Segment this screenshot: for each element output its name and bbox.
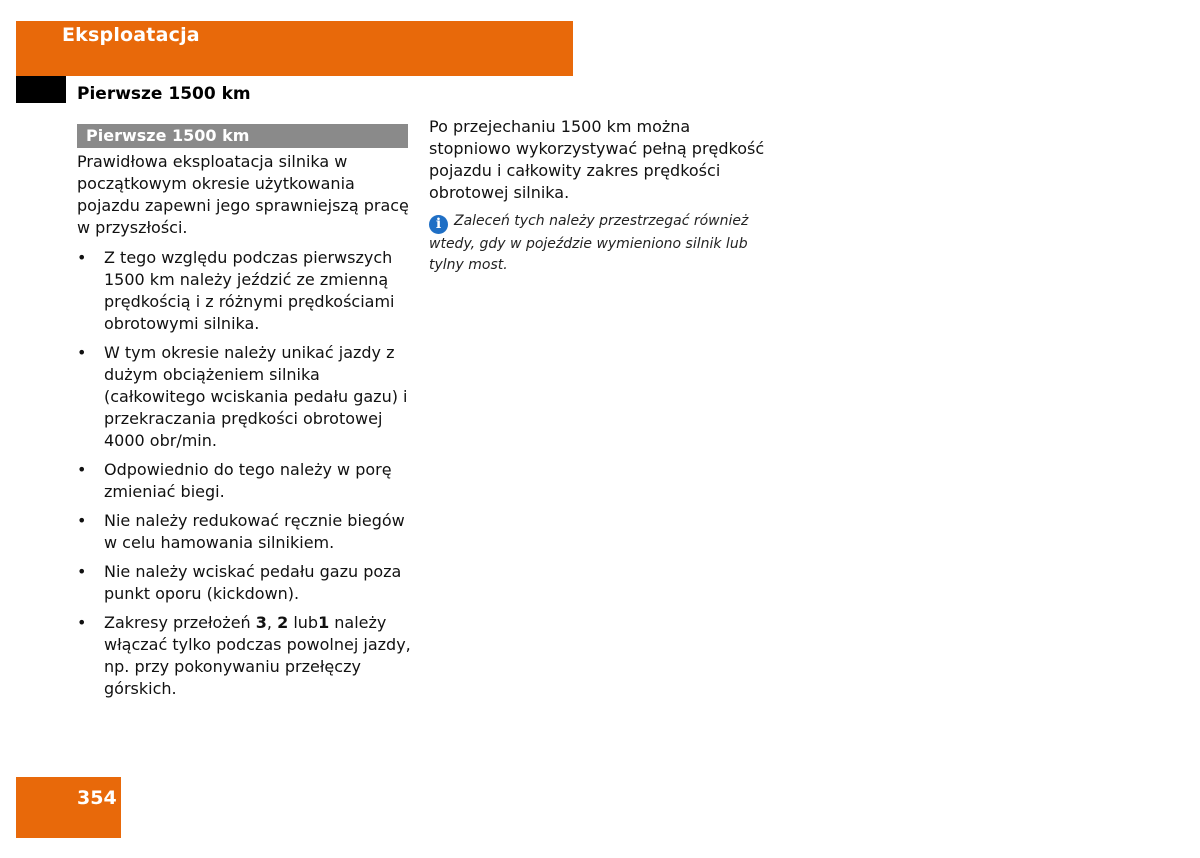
bullet-icon: • xyxy=(77,343,87,362)
list-item-text: Odpowiednio do tego należy w porę zmieniać biegi. xyxy=(104,460,392,501)
list-item-text: Nie należy wciskać pedału gazu poza punkt oporu (kickdown). xyxy=(104,562,402,603)
list-item-text: Nie należy redukować ręcznie biegów w celu hamowania silnikiem. xyxy=(104,511,405,552)
gear-number: 1 xyxy=(318,613,330,632)
bullet-icon: • xyxy=(77,613,87,632)
intro-paragraph: Prawidłowa eksploatacja silnika w początkowym okresie użytkowania pojazdu zapewni jego sprawniejszą pracę w przyszłości. xyxy=(77,152,409,237)
list-item xyxy=(77,561,411,605)
text-fragment: Zakresy przełożeń xyxy=(104,613,256,632)
text-fragment: , xyxy=(266,613,278,632)
gear-number: 2 xyxy=(277,613,289,632)
list-item-text: Z tego względu podczas pierwszych 1500 km należy jeździć ze zmienną prędkością i z różnymi prędkościami obrotowymi silnika. xyxy=(104,248,395,333)
bullet-list xyxy=(77,247,411,700)
bullet-icon: • xyxy=(77,460,87,479)
info-note xyxy=(429,211,769,276)
bullet-icon: • xyxy=(77,511,87,530)
list-item xyxy=(77,459,411,503)
list-item xyxy=(77,510,411,554)
page-number: 354 xyxy=(77,787,117,809)
list-item xyxy=(77,612,411,700)
info-note-text: Zaleceń tych należy przestrzegać również wtedy, gdy w pojeździe wymieniono silnik lub tylny most. xyxy=(429,213,749,273)
list-item xyxy=(77,342,411,452)
section-heading: Pierwsze 1500 km xyxy=(86,126,250,145)
section-heading-bar xyxy=(77,124,408,148)
gear-number: 3 xyxy=(255,613,267,632)
bullet-icon: • xyxy=(77,562,87,581)
text-fragment: lub xyxy=(288,613,319,632)
right-paragraph: Po przejechaniu 1500 km można stopniowo wykorzystywać pełną prędkość pojazdu i całkowity zakres prędkości obrotowej silnika. xyxy=(429,117,765,202)
section-marker xyxy=(16,76,66,103)
text-fragment: należy włączać tylko podczas powolnej jazdy, np. przy pokonywaniu przełęczy górskich. xyxy=(104,613,411,698)
list-item-text: W tym okresie należy unikać jazdy z dużym obciążeniem silnika (całkowitego wciskania pedału gazu) i przekraczania prędkości obrotowej 4000 obr/min. xyxy=(104,343,408,450)
chapter-title: Eksploatacja xyxy=(62,24,200,46)
right-column xyxy=(429,116,769,283)
page-subtitle: Pierwsze 1500 km xyxy=(77,84,251,104)
info-icon: i xyxy=(429,215,448,234)
left-column xyxy=(77,151,411,707)
list-item xyxy=(77,247,411,335)
bullet-icon: • xyxy=(77,248,87,267)
list-item-text xyxy=(104,613,411,698)
